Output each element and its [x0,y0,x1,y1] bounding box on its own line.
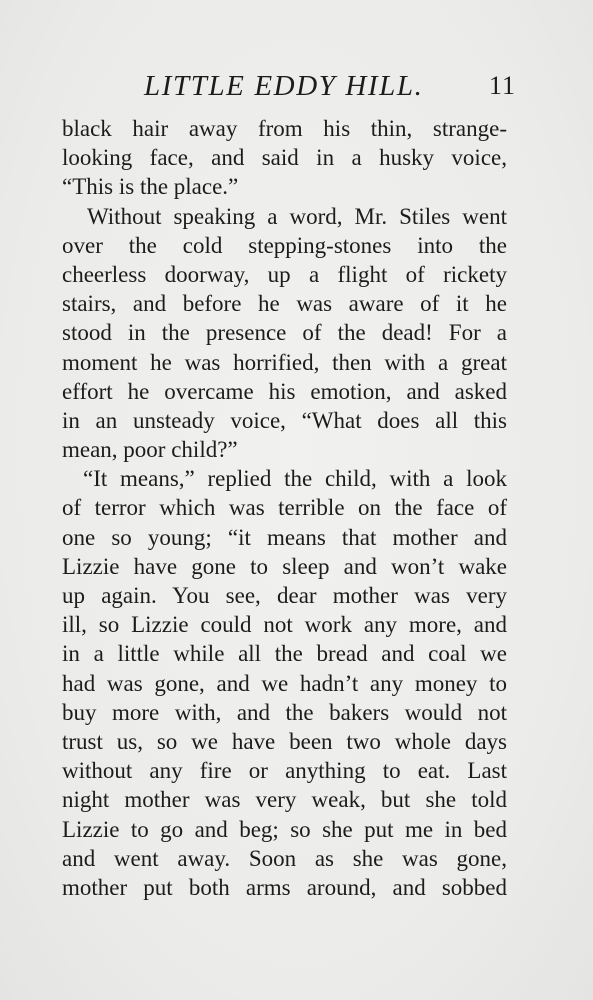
text-line: black hair away from his thin, strange- [62,116,507,141]
text-line: of terror which was terrible on the face of [62,495,507,521]
text-line: Lizzie have gone to sleep and won’t wake [62,553,507,579]
text-line: and went away. Soon as she was gone, [62,845,507,871]
text-line: Without speaking a word, Mr. Stiles went [87,203,507,229]
text-line: ill, so Lizzie could not work any more, and [62,612,507,638]
text-line: one so young; “it means that mother and [62,524,507,550]
body-text [62,114,507,902]
text-line: buy more with, and the bakers would not [62,699,507,725]
text-line: stood in the presence of the dead! For a [62,320,507,346]
text-line: mean, poor child?” [62,437,238,463]
running-head [62,66,518,106]
text-line: looking face, and said in a husky voice, [62,145,507,171]
text-line: up again. You see, dear mother was very [62,583,507,608]
text-line: stairs, and before he was aware of it he [62,291,507,317]
text-line: Lizzie to go and beg; so she put me in bed [62,816,507,842]
text-line: trust us, so we have been two whole days [62,728,507,754]
text-line: in a little while all the bread and coal we [62,641,507,667]
text-line: effort he overcame his emotion, and asked [62,378,507,404]
running-title: LITTLE EDDY HILL. [144,70,424,102]
text-line: “This is the place.” [62,174,239,200]
text-line: moment he was horrified, then with a great [62,349,507,375]
text-line: over the cold stepping-stones into the [62,232,507,258]
text-line: in an unsteady voice, “What does all this [62,407,507,433]
text-line: “It means,” replied the child, with a look [83,466,507,492]
text-line: without any fire or anything to eat. Last [62,758,507,784]
text-line: night mother was very weak, but she told [62,787,507,813]
page-number: 11 [488,71,516,100]
text-line: had was gone, and we hadn’t any money to [62,670,507,696]
text-line: mother put both arms around, and sobbed [62,874,507,900]
text-line: cheerless doorway, up a flight of rickety [62,261,507,287]
